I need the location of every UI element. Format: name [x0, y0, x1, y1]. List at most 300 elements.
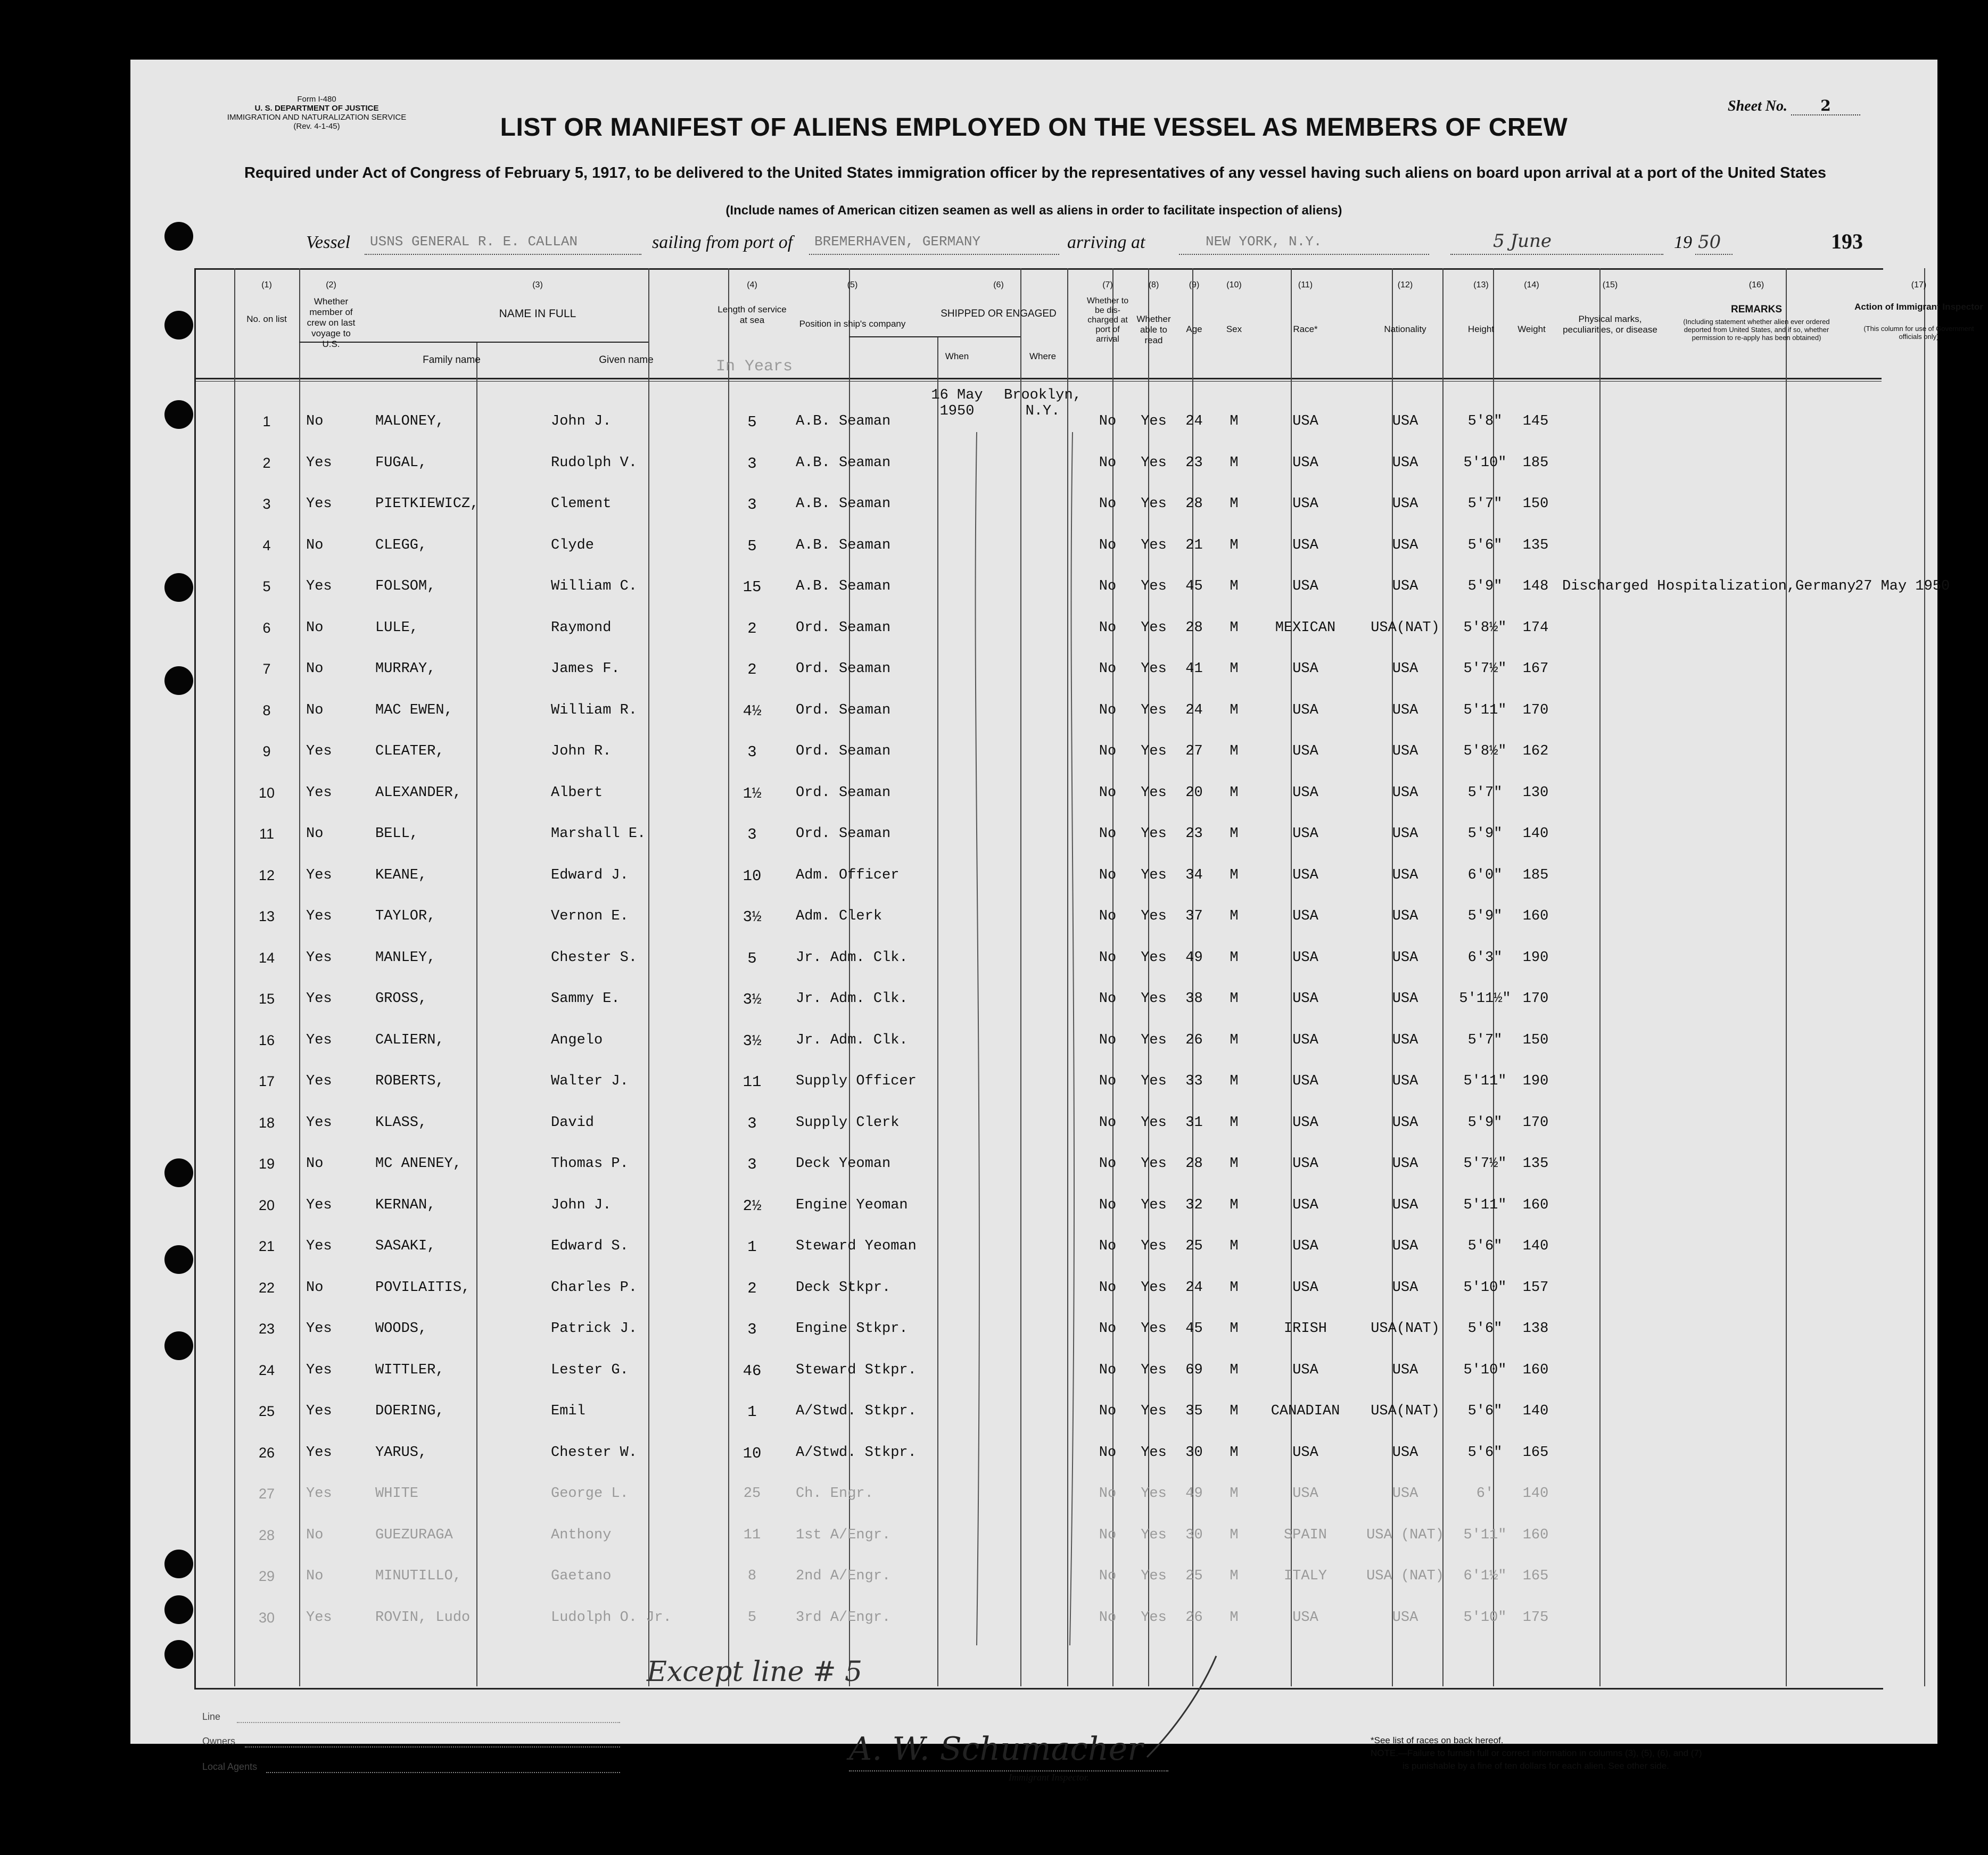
- cell-family-name: WOODS,: [375, 1321, 427, 1337]
- punch-hole: [164, 311, 193, 339]
- cell-row-number: 5: [262, 578, 271, 594]
- cell-row-number: 18: [258, 1114, 275, 1131]
- cell-weight: 150: [1522, 496, 1549, 512]
- cell-length-of-service: 3: [747, 1114, 757, 1132]
- cell-sex: M: [1230, 1321, 1239, 1337]
- cell-position: Adm. Officer: [796, 867, 900, 883]
- cell-given-name: Gaetano: [551, 1568, 612, 1584]
- cell-row-number: 30: [258, 1609, 275, 1626]
- cell-row-number: 2: [262, 454, 271, 471]
- cell-family-name: GROSS,: [375, 991, 427, 1007]
- cell-previous-voyage: Yes: [306, 1362, 332, 1378]
- cell-position: Jr. Adm. Clk.: [796, 991, 908, 1007]
- cell-sex: M: [1230, 496, 1239, 512]
- cell-weight: 174: [1522, 619, 1549, 636]
- cell-able-to-read: Yes: [1141, 949, 1167, 966]
- cell-row-number: 8: [262, 702, 271, 718]
- cell-discharged: No: [1099, 1609, 1117, 1626]
- cell-able-to-read: Yes: [1141, 1362, 1167, 1378]
- header-name-in-full: NAME IN FULL: [499, 308, 576, 320]
- cell-age: 24: [1185, 702, 1203, 718]
- cell-row-number: 19: [258, 1156, 275, 1172]
- document-title: LIST OR MANIFEST OF ALIENS EMPLOYED ON THE VESSEL AS MEMBERS OF CREW: [500, 113, 1568, 142]
- cell-age: 33: [1185, 1073, 1203, 1089]
- cell-race: USA: [1292, 826, 1318, 842]
- column-rule: [299, 268, 300, 1686]
- cell-able-to-read: Yes: [1141, 1156, 1167, 1172]
- cell-age: 23: [1185, 826, 1203, 842]
- cell-discharged: No: [1099, 949, 1117, 966]
- cell-weight: 160: [1522, 908, 1549, 924]
- cell-able-to-read: Yes: [1141, 661, 1167, 677]
- cell-age: 28: [1185, 619, 1203, 636]
- cell-age: 41: [1185, 661, 1203, 677]
- owners-fill: [245, 1746, 620, 1748]
- cell-race: USA: [1292, 1197, 1318, 1213]
- cell-previous-voyage: Yes: [306, 454, 332, 471]
- cell-family-name: FOLSOM,: [375, 578, 436, 594]
- cell-position: Ord. Seaman: [796, 743, 891, 759]
- cell-age: 37: [1185, 908, 1203, 924]
- cell-family-name: LULE,: [375, 619, 419, 636]
- sheet-value: 2: [1791, 97, 1860, 115]
- cell-sex: M: [1230, 661, 1239, 677]
- cell-weight: 162: [1522, 743, 1549, 759]
- cell-position: Deck Stkpr.: [796, 1279, 891, 1296]
- cell-row-number: 16: [258, 1032, 275, 1048]
- cell-able-to-read: Yes: [1141, 1403, 1167, 1419]
- punch-hole: [164, 1331, 193, 1360]
- cell-sex: M: [1230, 619, 1239, 636]
- column-rule: [1291, 268, 1292, 1686]
- cell-height: 5'11": [1463, 1527, 1507, 1543]
- cell-position: 3rd A/Engr.: [796, 1609, 891, 1626]
- cell-position: Jr. Adm. Clk.: [796, 1032, 908, 1048]
- cell-discharged: No: [1099, 784, 1117, 801]
- cell-length-of-service: 8: [747, 1568, 757, 1584]
- cell-given-name: Lester G.: [551, 1362, 629, 1378]
- header-position: Position in ship's company: [799, 319, 906, 329]
- cell-family-name: ALEXANDER,: [375, 784, 462, 801]
- cell-weight: 145: [1522, 413, 1549, 429]
- cell-able-to-read: Yes: [1141, 496, 1167, 512]
- cell-weight: 130: [1522, 784, 1549, 801]
- cell-age: 28: [1185, 1156, 1203, 1172]
- cell-nationality: USA: [1392, 1238, 1418, 1254]
- cell-row-number: 20: [258, 1197, 275, 1213]
- cell-nationality: USA: [1392, 784, 1418, 801]
- cell-discharged: No: [1099, 1403, 1117, 1419]
- cell-height: 5'6": [1467, 1238, 1503, 1254]
- cell-age: 35: [1185, 1403, 1203, 1419]
- cell-weight: 150: [1522, 1032, 1549, 1048]
- cell-length-of-service: 11: [743, 1073, 762, 1091]
- cell-family-name: PIETKIEWICZ,: [375, 496, 479, 512]
- cell-race: USA: [1292, 1032, 1318, 1048]
- cell-given-name: James F.: [551, 661, 620, 677]
- cell-previous-voyage: Yes: [306, 496, 332, 512]
- cell-length-of-service: 5: [747, 413, 757, 431]
- cell-height: 5'7": [1467, 1032, 1503, 1048]
- cell-discharged: No: [1099, 991, 1117, 1007]
- cell-weight: 140: [1522, 826, 1549, 842]
- cell-able-to-read: Yes: [1141, 784, 1167, 801]
- cell-family-name: YARUS,: [375, 1444, 427, 1461]
- cell-nationality: USA (NAT): [1366, 1527, 1444, 1543]
- cell-discharged: No: [1099, 867, 1117, 883]
- cell-family-name: MINUTILLO,: [375, 1568, 462, 1584]
- cell-length-of-service: 2½: [743, 1197, 762, 1215]
- cell-family-name: POVILAITIS,: [375, 1279, 471, 1296]
- shipped-subheader-rule: [849, 336, 1020, 337]
- cell-weight: 160: [1522, 1197, 1549, 1213]
- cell-able-to-read: Yes: [1141, 619, 1167, 636]
- cell-given-name: William C.: [551, 578, 638, 594]
- cell-race: USA: [1292, 1114, 1318, 1131]
- cell-row-number: 15: [258, 991, 275, 1007]
- punch-hole: [164, 1158, 193, 1187]
- arrival-date: 5 June: [1493, 230, 1552, 252]
- cell-able-to-read: Yes: [1141, 908, 1167, 924]
- cell-previous-voyage: No: [306, 1527, 324, 1543]
- cell-height: 5'11½": [1459, 991, 1511, 1007]
- cell-able-to-read: Yes: [1141, 454, 1167, 471]
- cell-given-name: Charles P.: [551, 1279, 638, 1296]
- column-rule: [648, 268, 649, 1686]
- header-length-of-service: Length of service at sea: [717, 304, 787, 325]
- cell-nationality: USA: [1392, 537, 1418, 553]
- cell-race: USA: [1292, 1156, 1318, 1172]
- cell-length-of-service: 3: [747, 1156, 757, 1173]
- cell-previous-voyage: No: [306, 619, 324, 636]
- cell-height: 6'1½": [1463, 1568, 1507, 1584]
- cell-given-name: John J.: [551, 413, 612, 429]
- cell-able-to-read: Yes: [1141, 743, 1167, 759]
- cell-height: 5'7": [1467, 784, 1503, 801]
- col-number-12: (12): [1397, 280, 1413, 289]
- cell-discharged: No: [1099, 1114, 1117, 1131]
- signature-line: [849, 1770, 1168, 1771]
- cell-height: 5'7½": [1463, 1156, 1507, 1172]
- cell-sex: M: [1230, 537, 1239, 553]
- cell-previous-voyage: Yes: [306, 1114, 332, 1131]
- cell-position: A.B. Seaman: [796, 454, 891, 471]
- cell-length-of-service: 2: [747, 661, 757, 678]
- cell-weight: 165: [1522, 1444, 1549, 1461]
- column-rule: [1493, 268, 1494, 1686]
- cell-length-of-service: 2: [747, 1279, 757, 1297]
- header-bottom-rule: [194, 381, 1882, 382]
- cell-race: MEXICAN: [1275, 619, 1336, 636]
- cell-previous-voyage: Yes: [306, 1238, 332, 1254]
- column-rule: [849, 268, 850, 1686]
- cell-given-name: Emil: [551, 1403, 585, 1419]
- col-number-7: (7): [1102, 280, 1113, 289]
- cell-age: 49: [1185, 949, 1203, 966]
- cell-nationality: USA: [1392, 1609, 1418, 1626]
- cell-given-name: David: [551, 1114, 595, 1131]
- cell-sex: M: [1230, 1073, 1239, 1089]
- cell-given-name: Anthony: [551, 1527, 612, 1543]
- cell-nationality: USA: [1392, 1156, 1418, 1172]
- cell-row-number: 22: [258, 1279, 275, 1296]
- cell-position: Adm. Clerk: [796, 908, 882, 924]
- cell-sex: M: [1230, 578, 1239, 594]
- cell-age: 38: [1185, 991, 1203, 1007]
- header-age: Age: [1186, 324, 1202, 334]
- cell-position: 1st A/Engr.: [796, 1527, 891, 1543]
- cell-height: 5'7": [1467, 496, 1503, 512]
- header-inspector-action-detail: (This column for use of Government officials only): [1863, 325, 1974, 341]
- cell-sex: M: [1230, 1197, 1239, 1213]
- cell-row-number: 24: [258, 1362, 275, 1378]
- cell-weight: 148: [1522, 578, 1549, 594]
- cell-length-of-service: 1: [747, 1403, 757, 1421]
- cell-given-name: Angelo: [551, 1032, 603, 1048]
- cell-height: 5'10": [1463, 1279, 1507, 1296]
- cell-race: USA: [1292, 1444, 1318, 1461]
- header-bottom-rule: [194, 378, 1882, 379]
- cell-sex: M: [1230, 1156, 1239, 1172]
- pen-stroke: [1142, 1651, 1227, 1762]
- cell-sex: M: [1230, 1527, 1239, 1543]
- col-number-17: (17): [1911, 280, 1927, 289]
- cell-height: 5'6": [1467, 1321, 1503, 1337]
- cell-length-of-service: 11: [743, 1527, 761, 1543]
- cell-nationality: USA: [1392, 1114, 1418, 1131]
- penalty-note: is punishable by a fine of ten dollars for each alien. See other side.: [1403, 1761, 1669, 1771]
- cell-family-name: ROBERTS,: [375, 1073, 444, 1089]
- cell-length-of-service: 3½: [743, 1032, 762, 1050]
- cell-height: 5'9": [1467, 908, 1503, 924]
- column-rule: [1148, 268, 1149, 1686]
- cell-row-number: 11: [259, 826, 275, 842]
- header-when: When: [945, 351, 969, 361]
- cell-age: 25: [1185, 1568, 1203, 1584]
- header-nationality: Nationality: [1384, 324, 1426, 334]
- cell-discharged: No: [1099, 1156, 1117, 1172]
- cell-family-name: CALIERN,: [375, 1032, 444, 1048]
- cell-position: A.B. Seaman: [796, 496, 891, 512]
- cell-age: 49: [1185, 1486, 1203, 1502]
- cell-position: Supply Clerk: [796, 1114, 900, 1131]
- header-physical-marks: Physical marks, peculiarities, or disease: [1563, 314, 1657, 335]
- cell-weight: 190: [1522, 949, 1549, 966]
- service-name: IMMIGRATION AND NATURALIZATION SERVICE: [227, 113, 407, 122]
- cell-nationality: USA: [1392, 1197, 1418, 1213]
- punch-hole: [164, 1550, 193, 1578]
- cell-nationality: USA(NAT): [1371, 619, 1440, 636]
- cell-sex: M: [1230, 1032, 1239, 1048]
- cell-row-number: 10: [258, 784, 275, 801]
- cell-nationality: USA: [1392, 1444, 1418, 1461]
- header-discharged: Whether to be dis-charged at port of arrival: [1086, 296, 1129, 344]
- cell-race: USA: [1292, 1238, 1318, 1254]
- cell-sex: M: [1230, 949, 1239, 966]
- cell-previous-voyage: Yes: [306, 1197, 332, 1213]
- col-number-15: (15): [1602, 280, 1618, 289]
- cell-age: 23: [1185, 454, 1203, 471]
- cell-weight: 140: [1522, 1238, 1549, 1254]
- cell-row-number: 13: [258, 908, 275, 924]
- cell-nationality: USA: [1392, 867, 1418, 883]
- cell-nationality: USA: [1392, 991, 1418, 1007]
- cell-previous-voyage: No: [306, 661, 324, 677]
- vessel-name: USNS GENERAL R. E. CALLAN: [370, 234, 578, 250]
- header-sex: Sex: [1226, 324, 1242, 334]
- cell-length-of-service: 15: [743, 578, 762, 596]
- col-number-13: (13): [1473, 280, 1489, 289]
- cell-race: ITALY: [1283, 1568, 1327, 1584]
- cell-given-name: Vernon E.: [551, 908, 629, 924]
- cell-weight: 140: [1522, 1486, 1549, 1502]
- cell-age: 27: [1185, 743, 1203, 759]
- cell-able-to-read: Yes: [1141, 1073, 1167, 1089]
- cell-race: USA: [1292, 1486, 1318, 1502]
- col-number-14: (14): [1524, 280, 1539, 289]
- cell-given-name: Clement: [551, 496, 612, 512]
- cell-position: A.B. Seaman: [796, 578, 891, 594]
- cell-family-name: MANLEY,: [375, 949, 436, 966]
- cell-weight: 157: [1522, 1279, 1549, 1296]
- cell-race: USA: [1292, 1609, 1318, 1626]
- cell-length-of-service: 10: [743, 1444, 762, 1462]
- cell-nationality: USA: [1392, 743, 1418, 759]
- cell-able-to-read: Yes: [1141, 1279, 1167, 1296]
- cell-nationality: USA: [1392, 496, 1418, 512]
- cell-row-number: 4: [262, 537, 271, 553]
- cell-position: Ord. Seaman: [796, 619, 891, 636]
- cell-position: Ch. Engr.: [796, 1486, 873, 1502]
- cell-position: Ord. Seaman: [796, 826, 891, 842]
- cell-nationality: USA: [1392, 702, 1418, 718]
- cell-sex: M: [1230, 908, 1239, 924]
- cell-previous-voyage: Yes: [306, 743, 332, 759]
- cell-sex: M: [1230, 784, 1239, 801]
- cell-height: 5'10": [1463, 1362, 1507, 1378]
- cell-weight: 185: [1522, 867, 1549, 883]
- cell-weight: 160: [1522, 1527, 1549, 1543]
- cell-length-of-service: 5: [747, 537, 757, 555]
- column-rule: [1192, 268, 1193, 1686]
- cell-row-number: 3: [262, 496, 271, 512]
- cell-race: USA: [1292, 578, 1318, 594]
- col-number-16: (16): [1748, 280, 1764, 289]
- cell-previous-voyage: Yes: [306, 1403, 332, 1419]
- cell-height: 6'3": [1467, 949, 1503, 966]
- cell-position: Supply Officer: [796, 1073, 917, 1089]
- cell-discharged: No: [1099, 702, 1117, 718]
- col-number-10: (10): [1226, 280, 1242, 289]
- col-number-2: (2): [326, 280, 336, 289]
- cell-family-name: CLEATER,: [375, 743, 444, 759]
- cell-previous-voyage: Yes: [306, 867, 332, 883]
- cell-able-to-read: Yes: [1141, 578, 1167, 594]
- cell-given-name: John R.: [551, 743, 612, 759]
- cell-given-name: Clyde: [551, 537, 595, 553]
- header-family-name: Family name: [423, 354, 481, 366]
- line-fill: [237, 1722, 620, 1723]
- cell-position: Engine Yeoman: [796, 1197, 908, 1213]
- cell-sex: M: [1230, 1568, 1239, 1584]
- agents-fill: [266, 1772, 620, 1773]
- cell-weight: 140: [1522, 1403, 1549, 1419]
- cell-family-name: MAC EWEN,: [375, 702, 453, 718]
- cell-given-name: Ludolph O. Jr.: [551, 1609, 672, 1626]
- cell-given-name: Marshall E.: [551, 826, 646, 842]
- cell-length-of-service: 10: [743, 867, 762, 885]
- cell-nationality: USA: [1392, 1032, 1418, 1048]
- header-remarks-detail: (Including statement whether alien ever ordered deported from United States, and if so, whether permission to re-apply has been obtained): [1683, 318, 1830, 342]
- cell-family-name: ROVIN, Ludo: [375, 1609, 471, 1626]
- cell-sex: M: [1230, 413, 1239, 429]
- races-note: *See list of races on back hereof.: [1371, 1735, 1504, 1745]
- cell-length-of-service: 2: [747, 619, 757, 637]
- cell-able-to-read: Yes: [1141, 1527, 1167, 1543]
- cell-previous-voyage: No: [306, 1156, 324, 1172]
- cell-given-name: Rudolph V.: [551, 454, 638, 471]
- cell-weight: 160: [1522, 1362, 1549, 1378]
- cell-sex: M: [1230, 702, 1239, 718]
- cell-row-number: 17: [258, 1073, 275, 1089]
- cell-length-of-service: 46: [743, 1362, 762, 1380]
- cell-age: 31: [1185, 1114, 1203, 1131]
- cell-given-name: Sammy E.: [551, 991, 620, 1007]
- cell-given-name: Albert: [551, 784, 603, 801]
- cell-sex: M: [1230, 1486, 1239, 1502]
- cell-able-to-read: Yes: [1141, 1568, 1167, 1584]
- arrival-year: 50: [1698, 231, 1721, 253]
- signature-caption: Immigrant Inspector.: [1009, 1772, 1089, 1783]
- cell-previous-voyage: Yes: [306, 1486, 332, 1502]
- arriving-label: arriving at: [1067, 233, 1145, 252]
- cell-race: IRISH: [1283, 1321, 1327, 1337]
- cell-position: Steward Yeoman: [796, 1238, 917, 1254]
- col-number-11: (11): [1298, 280, 1313, 289]
- cell-length-of-service: 3: [747, 496, 757, 514]
- sailing-label: sailing from port of: [652, 233, 793, 252]
- cell-nationality: USA: [1392, 1279, 1418, 1296]
- cell-length-of-service: 1: [747, 1238, 757, 1256]
- cell-able-to-read: Yes: [1141, 1197, 1167, 1213]
- cell-given-name: Thomas P.: [551, 1156, 629, 1172]
- punch-hole: [164, 1595, 193, 1624]
- cell-sex: M: [1230, 1279, 1239, 1296]
- cell-height: 5'10": [1463, 1609, 1507, 1626]
- cell-family-name: FUGAL,: [375, 454, 427, 471]
- col-number-1: (1): [261, 280, 272, 289]
- cell-length-of-service: 3: [747, 454, 757, 473]
- cell-previous-voyage: Yes: [306, 1609, 332, 1626]
- header-no-on-list: No. on list: [246, 314, 287, 324]
- cell-discharged: No: [1099, 826, 1117, 842]
- cell-race: USA: [1292, 784, 1318, 801]
- shipped-when: 16 May 1950: [931, 387, 983, 419]
- form-number: Form I-480: [297, 95, 336, 104]
- stamp-number: 193: [1831, 229, 1863, 253]
- cell-row-number: 12: [258, 867, 275, 883]
- cell-discharged: No: [1099, 1073, 1117, 1089]
- cell-weight: 167: [1522, 661, 1549, 677]
- cell-given-name: John J.: [551, 1197, 612, 1213]
- inspector-signature: A. W. Schumacher: [849, 1730, 1143, 1768]
- header-able-to-read: Whether able to read: [1136, 314, 1171, 345]
- cell-discharged: No: [1099, 1444, 1117, 1461]
- cell-height: 5'11": [1463, 702, 1507, 718]
- cell-row-number: 9: [262, 743, 271, 759]
- column-rule: [728, 268, 729, 1686]
- requirement-text: Required under Act of Congress of February 5, 1917, to be delivered to the United States immigration officer by the representatives of any vessel having such aliens on board upon arrival at a port of the United States: [244, 164, 1827, 181]
